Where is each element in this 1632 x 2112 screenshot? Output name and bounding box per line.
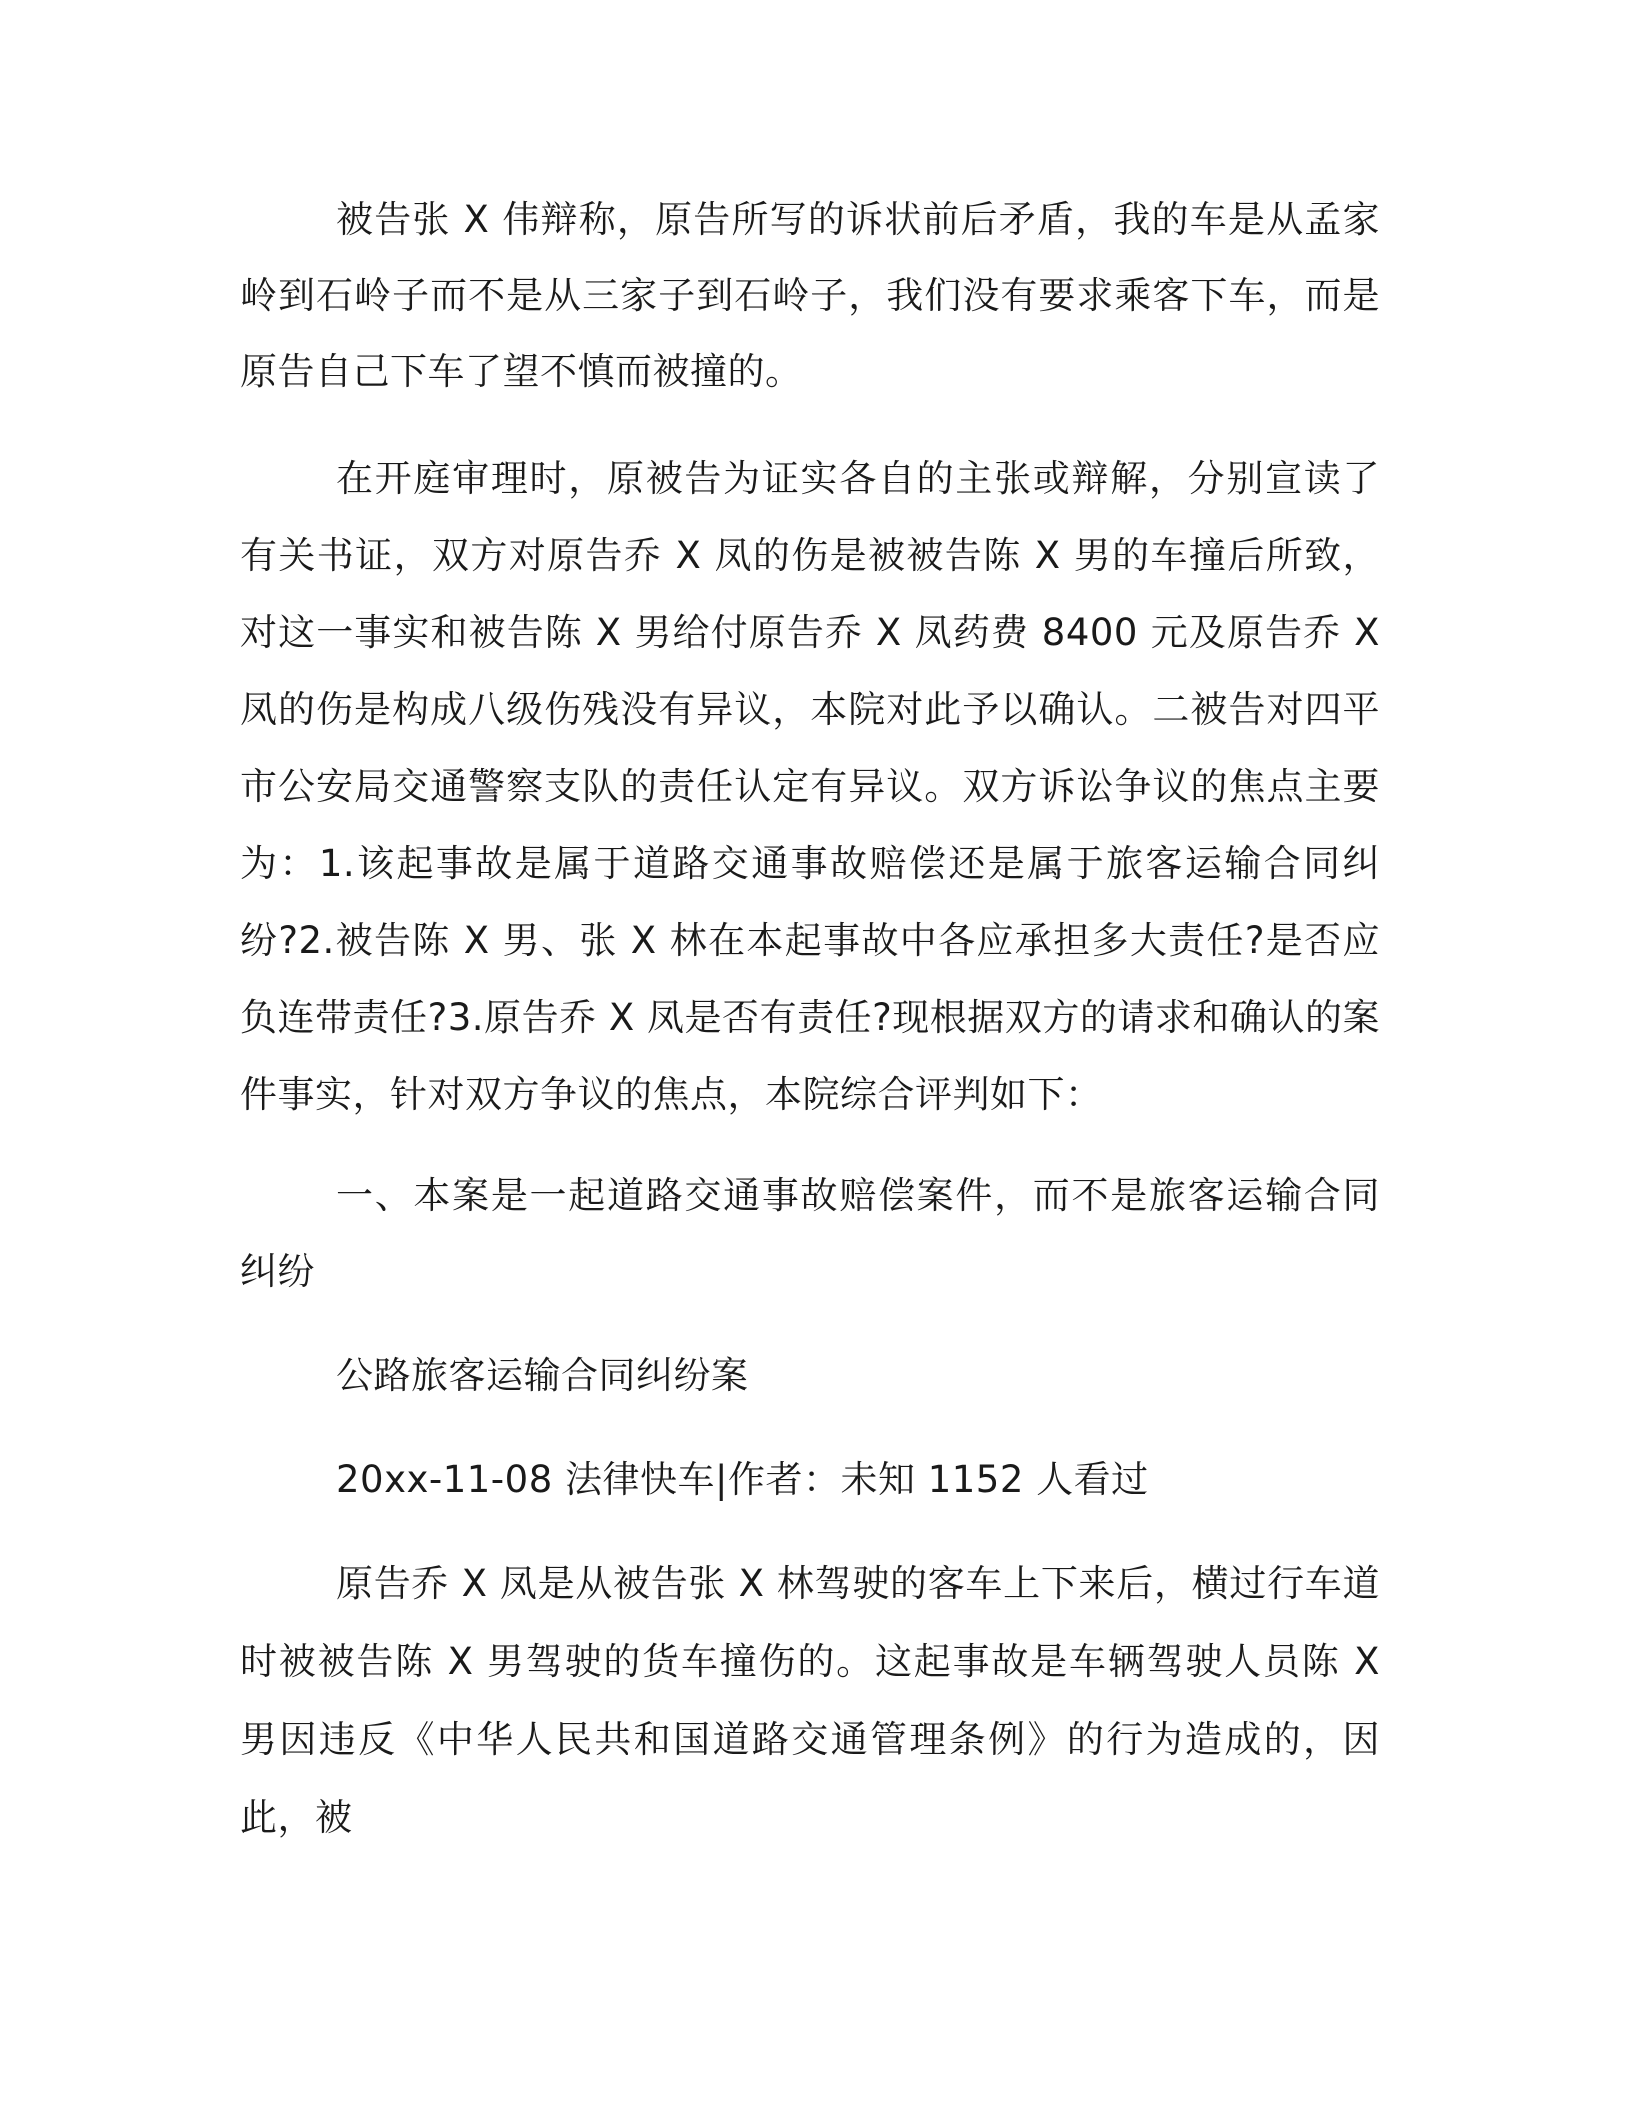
article-title: 公路旅客运输合同纠纷案 xyxy=(336,1354,749,1397)
paragraph-accident-analysis: 原告乔 X 凤是从被告张 X 林驾驶的客车上下来后，横过行车道时被被告陈 X 男驾驶的货车撞伤的。这起事故是车辆驾驶人员陈 X 男因违反《中华人民共和国道路交通管理条例》的行为造成的，因此，被 xyxy=(240,1562,1380,1839)
paragraph-defense-statement: 被告张 X 伟辩称，原告所写的诉状前后矛盾，我的车是从孟家岭到石岭子而不是从三家子到石岭子，我们没有要求乘客下车，而是原告自己下车了望不慎而被撞的。 xyxy=(240,198,1380,393)
paragraph-section-heading: 一、本案是一起道路交通事故赔偿案件，而不是旅客运输合同纠纷 xyxy=(240,1174,1380,1293)
article-meta: 20xx-11-08 法律快车|作者：未知 1152 人看过 xyxy=(336,1458,1149,1501)
paragraph-trial-findings: 在开庭审理时，原被告为证实各自的主张或辩解，分别宣读了有关书证，双方对原告乔 X 凤的伤是被被告陈 X 男的车撞后所致，对这一事实和被告陈 X 男给付原告乔 X 凤药费 8400 元及原告乔 X 凤的伤是构成八级伤残没有异议，本院对此予以确认。二被告对四平市公安局交通警察支队的责任认定有异议。双方诉讼争议的焦点主要为：1.该起事故是属于道路交通事故赔偿还是属于旅客运输合同纠纷?2.被告陈 X 男、张 X 林在本起事故中各应承担多大责任?是否应负连带责任?3.原告乔 X 凤是否有责任?现根据双方的请求和确认的案件事实，针对双方争议的焦点，本院综合评判如下： xyxy=(240,457,1380,1116)
